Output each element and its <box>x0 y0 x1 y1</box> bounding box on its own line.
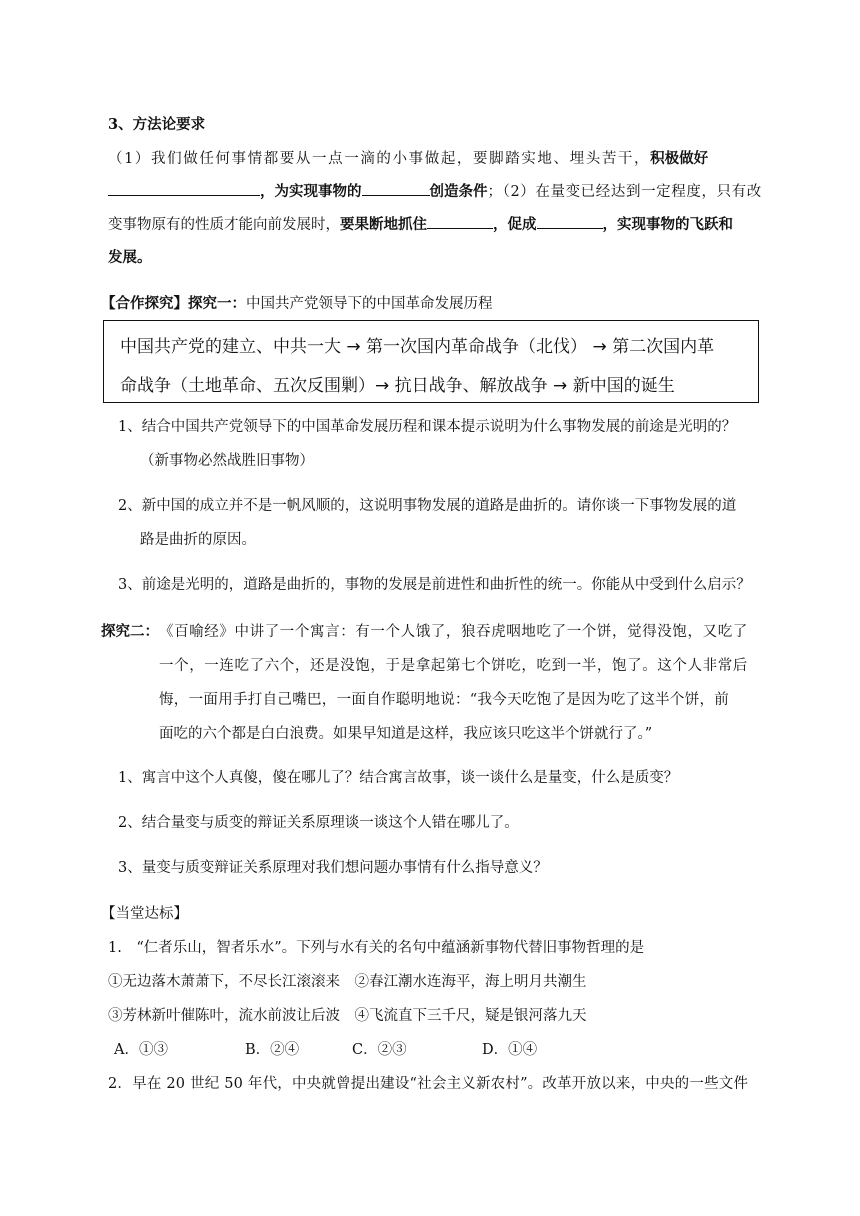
fill-blank <box>362 181 430 196</box>
method-emphasis: 创造条件 <box>429 183 488 200</box>
method-title: 3、方法论要求 <box>108 116 206 133</box>
method-para-line3 <box>108 213 733 234</box>
fill-blank <box>108 181 260 196</box>
explore2-question-3: 3、量变与质变辩证关系原理对我们想问题办事情有什么指导意义？ <box>118 860 548 876</box>
choice-c: C．②③ <box>352 1042 407 1058</box>
method-text: 变事物原有的性质才能向前发展时， <box>108 217 340 233</box>
explore2-question-2: 2、结合量变与质变的辩证关系原理谈一谈这个人错在哪儿了。 <box>118 815 519 831</box>
practice-question-2: 2．早在 20 世纪 50 年代，中央就曾提出建设“社会主义新农村”。改革开放以来，中央的一些文件 <box>108 1076 749 1092</box>
explore-label: 探究一： <box>188 295 246 312</box>
explore1-question-2b: 路是曲折的原因。 <box>140 532 256 548</box>
explore2-story-line1: 《百喻经》中讲了一个寓言：有一个人饿了，狼吞虎咽地吃了一个饼，觉得没饱，又吃了 <box>159 624 748 640</box>
choice-d: D．①④ <box>482 1042 538 1058</box>
timeline-line-1: 中国共产党的建立、中共一大 → 第一次国内革命战争（北伐） → 第二次国内革 <box>120 337 715 357</box>
method-emphasis: 积极做好 <box>650 150 709 167</box>
revolution-timeline-box <box>103 320 759 403</box>
explore-title: 中国共产党领导下的中国革命发展历程 <box>246 296 493 312</box>
method-emphasis: ，促成 <box>493 216 537 233</box>
section-bracket: 【合作探究】 <box>101 295 188 312</box>
explore1-question-3: 3、前途是光明的，道路是曲折的，事物的发展是前进性和曲折性的统一。你能从中受到什么启示？ <box>118 577 751 593</box>
method-text: ；（2）在量变已经达到一定程度，只有改 <box>487 184 762 200</box>
practice-options-line2: ③芳林新叶催陈叶，流水前波让后波 ④飞流直下三千尺，疑是银河落九天 <box>108 1008 587 1024</box>
method-emphasis: 要果断地抓住 <box>340 216 427 233</box>
practice-options-line1: ①无边落木萧萧下，不尽长江滚滚来 ②春江潮水连海平，海上明月共潮生 <box>108 974 587 990</box>
explore1-question-2a: 2、新中国的成立并不是一帆风顺的，这说明事物发展的道路是曲折的。请你谈一下事物发展的道 <box>118 498 737 514</box>
explore2-story-line4: 面吃的六个都是白白浪费。如果早知道是这样，我应该只吃这半个饼就行了。” <box>159 726 653 742</box>
practice-question-1: 1. “仁者乐山，智者乐水”。下列与水有关的名句中蕴涵新事物代替旧事物哲理的是 <box>108 940 645 956</box>
explore1-hint: （新事物必然战胜旧事物） <box>140 453 314 469</box>
fill-blank <box>537 214 603 229</box>
explore2-story-line3: 悔，一面用手打自己嘴巴，一面自作聪明地说：“我今天吃饱了是因为吃了这半个饼，前 <box>159 692 730 708</box>
practice-header: 【当堂达标】 <box>101 906 188 922</box>
method-para-line2 <box>108 180 762 201</box>
method-emphasis: ，实现事物的飞跃和 <box>602 216 733 233</box>
method-emphasis: ，为实现事物的 <box>260 183 362 200</box>
choice-a: A．①③ <box>114 1042 168 1058</box>
explore-header <box>101 292 493 313</box>
method-para-line1 <box>108 147 708 168</box>
timeline-line-2: 命战争（土地革命、五次反围剿）→ 抗日战争、解放战争 → 新中国的诞生 <box>120 376 675 396</box>
explore2-question-1: 1、寓言中这个人真傻，傻在哪儿了？结合寓言故事，谈一谈什么是量变，什么是质变？ <box>118 770 679 786</box>
choice-b: B．②④ <box>245 1042 300 1058</box>
method-text: （1）我们做任何事情都要从一点一滴的小事做起，要脚踏实地、埋头苦干， <box>108 151 651 167</box>
explore1-question-1: 1、结合中国共产党领导下的中国革命发展历程和课本提示说明为什么事物发展的前途是光明的？ <box>118 419 737 435</box>
fill-blank <box>427 214 493 229</box>
method-para-line4: 发展。 <box>108 249 152 266</box>
explore2-label: 探究二： <box>101 623 159 640</box>
explore2-story-line2: 一个，一连吃了六个，还是没饱，于是拿起第七个饼吃，吃到一半，饱了。这个人非常后 <box>159 658 748 674</box>
